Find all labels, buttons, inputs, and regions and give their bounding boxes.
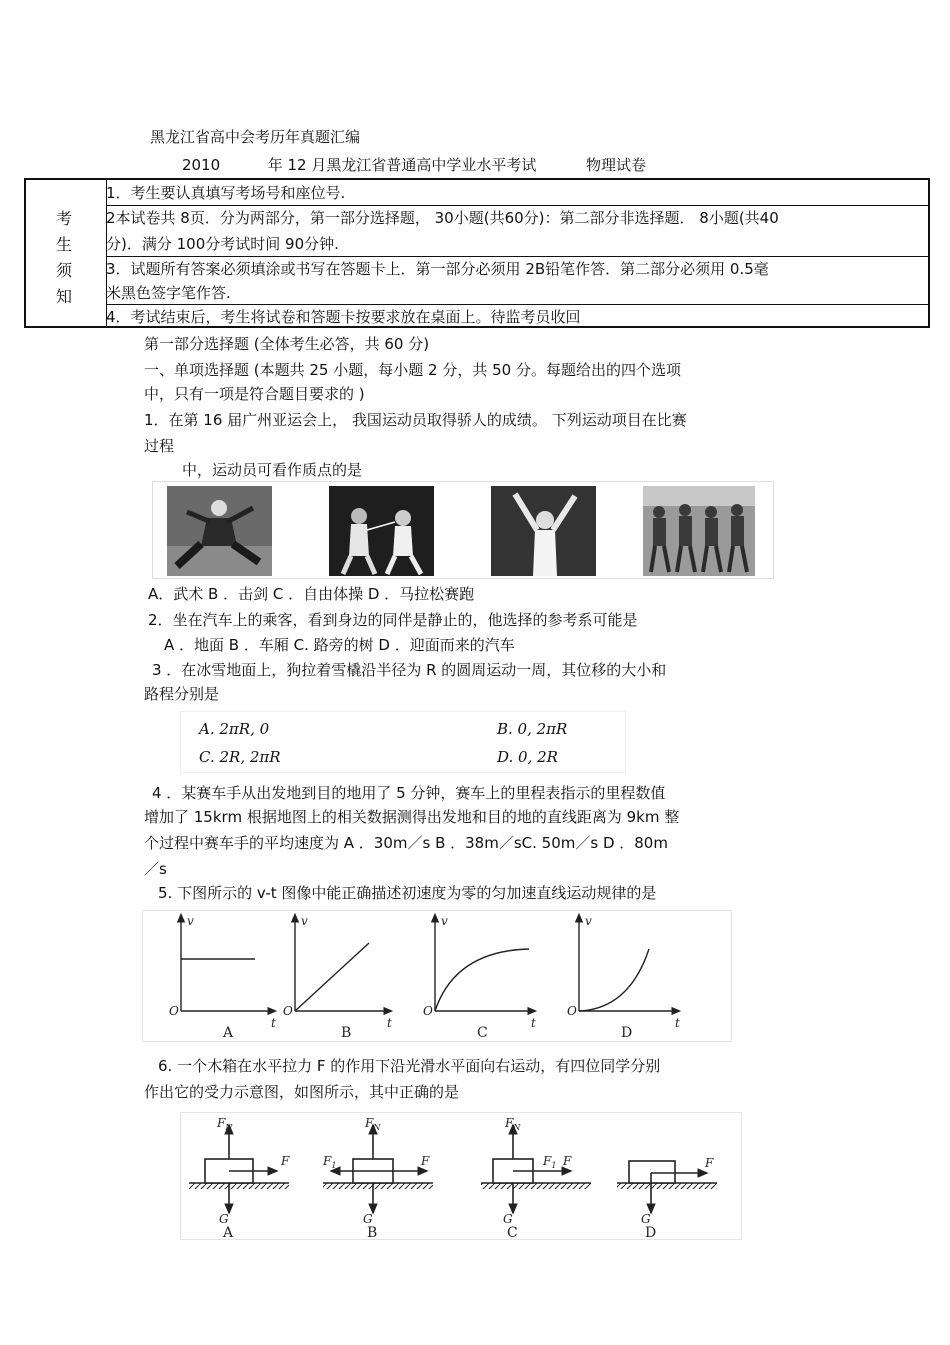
notice-char: 知 [56, 287, 73, 306]
q3-options-panel [180, 711, 626, 773]
graph-label-d: D [621, 1025, 633, 1041]
part1-instructions: 一、单项选择题 (本题共 25 小题，每小题 2 分，共 50 分。每题给出的四个选项 [144, 361, 681, 379]
vt-graphs-svg [143, 911, 731, 1041]
candidate-notice-table [24, 178, 930, 328]
q5-vt-graphs [142, 910, 732, 1042]
f-label: F [705, 1156, 714, 1170]
graph-b-line [295, 943, 369, 1011]
q5-stem: 5. 下图所示的 v-t 图像中能正确描述初速度为零的匀加速直线运动规律的是 [158, 884, 657, 902]
q3-stem: 路程分别是 [144, 685, 220, 703]
f-label: F [421, 1154, 430, 1168]
graph-c-curve [435, 949, 529, 1011]
notice-char: 生 [56, 235, 73, 254]
gymnastics-photo [491, 486, 596, 576]
q4-stem: 4 ．某赛车手从出发地到目的地用了 5 分钟，赛车上的里程表指示的里程数值 [152, 784, 666, 802]
diagram-label-a: A [223, 1225, 234, 1239]
part1-heading: 第一部分选择题 (全体考生必答，共 60 分) [144, 335, 430, 353]
graph-label-c: C [477, 1025, 488, 1041]
exam-name: 年 12 月黑龙江省普通高中学业水平考试 [267, 156, 537, 174]
g-label: G [363, 1212, 373, 1226]
notice-char: 须 [56, 261, 73, 280]
origin-label: O [423, 1004, 433, 1018]
part1-instructions: 中，只有一项是符合题目要求的 ) [144, 385, 365, 403]
axis-label-t: t [387, 1016, 392, 1030]
notice-line: 1．考生要认真填写考场号和座位号. [106, 184, 346, 202]
force-diagrams-svg [181, 1113, 741, 1239]
notice-char: 考 [56, 209, 73, 228]
axis-label-t: t [531, 1016, 536, 1030]
fn-label: $F_N$ [217, 1116, 233, 1132]
g-label: G [219, 1212, 229, 1226]
q6-stem: 6. 一个木箱在水平拉力 F 的作用下沿光滑水平面向右运动，有四位同学分别 [158, 1057, 661, 1075]
f1-label: $F_1$ [543, 1154, 557, 1170]
origin-label: O [283, 1004, 293, 1018]
axis-label-v: v [585, 914, 592, 928]
notice-line: 3．试题所有答案必须填涂或书写在答题卡上．第一部分必须用 2B铅笔作答．第二部分必须用 0.5毫 [106, 260, 769, 278]
q3-option-b: B. 0, 2πR [497, 720, 568, 738]
origin-label: O [567, 1004, 577, 1018]
axis-label-v: v [187, 914, 194, 928]
q1-stem: 中，运动员可看作质点的是 [182, 461, 363, 479]
axis-label-v: v [441, 914, 448, 928]
g-label: G [503, 1212, 513, 1226]
q3-option-c: C. 2R, 2πR [199, 748, 281, 766]
marathon-photo [643, 486, 755, 576]
notice-divider [106, 205, 928, 206]
axis-label-t: t [675, 1016, 680, 1030]
f-label: F [281, 1154, 290, 1168]
diagram-label-b: B [367, 1225, 378, 1239]
document-title: 黑龙江省高中会考历年真题汇编 [150, 128, 361, 146]
q1-options: A．武术 B ．击剑 C ．自由体操 D ．马拉松赛跑 [148, 585, 475, 603]
exam-subject: 物理试卷 [585, 156, 646, 174]
diagram-label-d: D [645, 1225, 657, 1239]
graph-label-a: A [223, 1025, 234, 1041]
wushu-photo [167, 486, 272, 576]
q6-stem: 作出它的受力示意图，如图所示，其中正确的是 [144, 1083, 460, 1101]
fn-label: $F_N$ [365, 1116, 381, 1132]
q3-option-a: A. 2πR, 0 [199, 720, 270, 738]
q6-force-diagrams [180, 1112, 742, 1240]
notice-line: 分)．满分 100分考试时间 90分钟. [106, 235, 339, 253]
diagram-label-c: C [507, 1225, 518, 1239]
q3-option-d: D. 0, 2R [497, 748, 558, 766]
g-label: G [641, 1212, 651, 1226]
notice-side-label [26, 180, 107, 326]
q2-stem: 2．坐在汽车上的乘客，看到身边的同伴是静止的，他选择的参考系可能是 [148, 611, 638, 629]
notice-divider [106, 304, 928, 305]
q4-stem: 增加了 15krm 根据地图上的相关数据测得出发地和目的地的直线距离为 9km 整 [144, 808, 680, 826]
notice-line: 2本试卷共 8页．分为两部分，第一部分选择题， 30小题(共60分)：第二部分非选择题． 8小题(共40 [106, 209, 779, 227]
q2-options: A ．地面 B ．车厢 C. 路旁的树 D ．迎面而来的汽车 [164, 636, 515, 654]
exam-title [182, 154, 646, 175]
q3-stem: 3 ．在冰雪地面上，狗拉着雪橇沿半径为 R 的圆周运动一周，其位移的大小和 [152, 661, 667, 679]
q1-sports-photos [152, 481, 774, 579]
fn-label: $F_N$ [505, 1116, 521, 1132]
notice-line: 米黑色签字笔作答. [106, 284, 231, 302]
axis-label-v: v [301, 914, 308, 928]
q1-stem: 过程 [144, 437, 175, 455]
notice-line: 4．考试结束后，考生将试卷和答题卡按要求放在桌面上。待监考员收回 [106, 308, 581, 326]
q4-stem: 个过程中赛车手的平均速度为 A ．30m／s B ．38m／sC. 50m／s D ．80m [144, 834, 668, 852]
fencing-photo [329, 486, 434, 576]
exam-year: 2010 [182, 156, 221, 174]
f1-label: $F_1$ [323, 1154, 337, 1170]
q1-stem: 1．在第 16 届广州亚运会上， 我国运动员取得骄人的成绩。 下列运动项目在比赛 [144, 411, 687, 429]
q4-stem: ／s [144, 860, 167, 878]
origin-label: O [169, 1004, 179, 1018]
notice-divider [106, 256, 928, 257]
axis-label-t: t [271, 1016, 276, 1030]
graph-label-b: B [341, 1025, 352, 1041]
f-label: F [563, 1154, 572, 1168]
graph-d-curve [579, 949, 649, 1011]
